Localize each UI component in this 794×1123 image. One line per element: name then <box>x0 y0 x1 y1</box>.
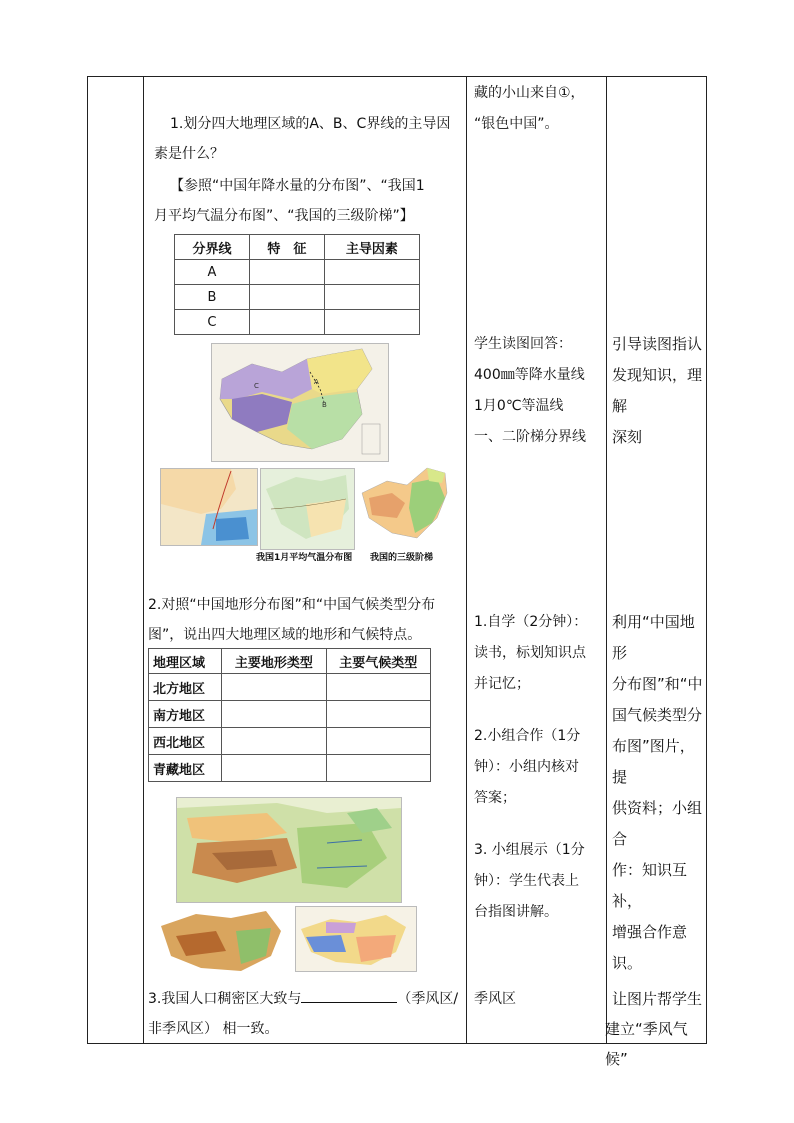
boundary-table <box>174 234 420 335</box>
three-steps-map-image <box>357 463 452 547</box>
column-divider <box>466 77 467 1043</box>
svg-text:B: B <box>322 401 327 409</box>
temperature-map-caption: 我国1月平均气温分布图 <box>256 553 353 563</box>
terrain-map-image <box>176 797 402 903</box>
table-row: C <box>175 310 420 335</box>
col3-bottom-answer: 季风区 <box>474 991 516 1007</box>
table-row: B <box>175 285 420 310</box>
table-header: 地理区域 <box>149 649 222 674</box>
svg-text:A: A <box>314 378 319 386</box>
col3-top-text: 藏的小山来自①， “银色中国”。 <box>474 85 585 132</box>
table-row: 青藏地区 <box>149 755 431 782</box>
table-row: 北方地区 <box>149 674 431 701</box>
col3-reading-answer: 学生读图回答： 400㎜等降水量线 1月0℃等温线 一、二阶梯分界线 <box>474 336 586 445</box>
table-header: 主要地形类型 <box>222 649 326 674</box>
climate-map-image <box>295 906 417 972</box>
table-header: 分界线 <box>175 235 250 260</box>
col4-reading-purpose: 引导读图指认 发现知识，理解 深刻 <box>612 335 703 446</box>
steps-map-caption: 我国的三级阶梯 <box>370 553 434 563</box>
regions-map-image <box>211 343 389 462</box>
table-row: 南方地区 <box>149 701 431 728</box>
table-header: 特 征 <box>249 235 324 260</box>
col3-activities: 1.自学（2分钟）： 读书，标划知识点 并记忆； 2.小组合作（1分 钟）：小组内核对 答案； 3. 小组展示（1分 钟）：学生代表上 台指图讲解。 <box>474 614 588 920</box>
terrain-map-small-image <box>156 906 289 976</box>
column-divider <box>606 77 607 1043</box>
table-header: 主导因素 <box>324 235 419 260</box>
answer-blank[interactable] <box>301 988 397 1003</box>
region-table <box>148 648 431 782</box>
temperature-map-image <box>260 468 355 550</box>
col4-activity-purpose: 利用“中国地形 分布图”和“中 国气候类型分 布图”图片，提 供资料；小组合 作：知识互补， 增强合作意识。 <box>612 613 703 972</box>
svg-text:C: C <box>254 382 259 390</box>
question-3: 3.我国人口稠密区大致与 （季风区/ 非季风区） 相一致。 <box>148 984 462 1044</box>
column-divider <box>143 77 144 1043</box>
precipitation-map-image <box>160 468 258 546</box>
lesson-table <box>87 76 707 1068</box>
question-2: 2.对照“中国地形分布图”和“中国气候类型分布 图”，说出四大地理区域的地形和气候特点。 <box>148 597 436 643</box>
question-1: 1.划分四大地理区域的A、B、C界线的主导因 素是什么？ 【参照“中国年降水量的分布图”、“我国1 月平均气温分布图”、“我国的三级阶梯”】 <box>154 116 451 224</box>
col4-bottom-purpose: 让图片帮学生 建立“季风气候” <box>605 990 703 1068</box>
table-row: 西北地区 <box>149 728 431 755</box>
table-row: A <box>175 260 420 285</box>
table-header: 主要气候类型 <box>326 649 430 674</box>
